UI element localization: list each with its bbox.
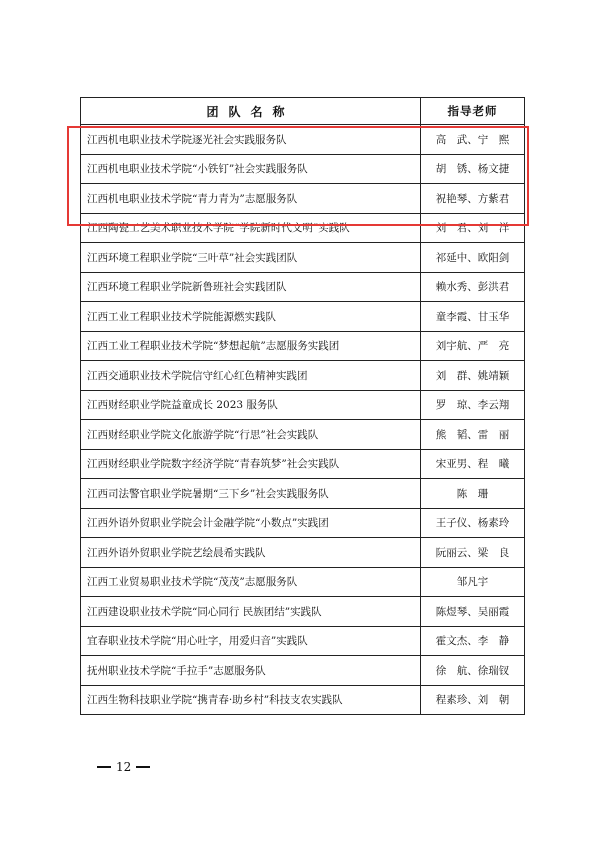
advisor-cell: 宋亚男、程 曦 [421, 449, 525, 479]
team-name-cell: 江西生物科技职业学院“携青春·助乡村”科技支农实践队 [81, 685, 421, 715]
team-name-cell: 江西工业贸易职业技术学院“茂茂”志愿服务队 [81, 567, 421, 597]
advisor-cell: 刘 群、姚靖颖 [421, 361, 525, 391]
advisor-cell: 刘 君、刘 洋 [421, 213, 525, 243]
dash-right [136, 766, 150, 768]
table-row [81, 449, 525, 479]
advisor-cell: 罗 琼、李云翔 [421, 390, 525, 420]
team-name-cell: 江西外语外贸职业学院会计金融学院“小数点”实践团 [81, 508, 421, 538]
table-header-row [81, 98, 525, 125]
table-row [81, 479, 525, 509]
table-row [81, 302, 525, 332]
team-name-cell: 抚州职业技术学院“手拉手”志愿服务队 [81, 656, 421, 686]
advisor-cell: 熊 韬、雷 丽 [421, 420, 525, 450]
page-number: 12 [116, 760, 132, 774]
advisor-cell: 邹凡宇 [421, 567, 525, 597]
table-row [81, 331, 525, 361]
team-name-cell: 江西环境工程职业学院新鲁班社会实践团队 [81, 272, 421, 302]
team-name-cell: 江西机电职业技术学院“青力青为”志愿服务队 [81, 184, 421, 214]
team-name-cell: 江西陶瓷工艺美术职业技术学院“学院新时代文明”实践队 [81, 213, 421, 243]
advisor-cell: 赖水秀、彭洪君 [421, 272, 525, 302]
table-row [81, 154, 525, 184]
team-name-cell: 江西交通职业技术学院信守红心红色精神实践团 [81, 361, 421, 391]
team-name-cell: 江西机电职业技术学院“小铁钉”社会实践服务队 [81, 154, 421, 184]
table-row [81, 597, 525, 627]
advisor-cell: 胡 锈、杨文捷 [421, 154, 525, 184]
team-name-cell: 江西外语外贸职业学院艺绘晨希实践队 [81, 538, 421, 568]
table-row [81, 567, 525, 597]
advisor-cell: 阮丽云、梁 良 [421, 538, 525, 568]
team-name-cell: 江西工业工程职业技术学院“梦想起航”志愿服务实践团 [81, 331, 421, 361]
table-row [81, 626, 525, 656]
advisor-cell: 陈 珊 [421, 479, 525, 509]
team-name-cell: 江西财经职业学院益童成长 2023 服务队 [81, 390, 421, 420]
team-name-cell: 江西环境工程职业学院“三叶草”社会实践团队 [81, 243, 421, 273]
advisor-cell: 祁延中、欧阳剑 [421, 243, 525, 273]
advisor-cell: 童李霞、甘玉华 [421, 302, 525, 332]
table-row [81, 685, 525, 715]
header-team-name: 团队名称 [81, 98, 421, 125]
advisor-cell: 王子仪、杨素玲 [421, 508, 525, 538]
team-name-cell: 江西司法警官职业学院暑期“三下乡”社会实践服务队 [81, 479, 421, 509]
table-row [81, 125, 525, 155]
page-footer [92, 760, 155, 774]
table-row [81, 420, 525, 450]
table-row [81, 243, 525, 273]
table-row [81, 390, 525, 420]
table-row [81, 184, 525, 214]
team-name-cell: 江西财经职业学院文化旅游学院“行思”社会实践队 [81, 420, 421, 450]
advisor-cell: 高 武、宁 熙 [421, 125, 525, 155]
advisor-cell: 徐 航、徐瑞钗 [421, 656, 525, 686]
table-row [81, 656, 525, 686]
advisor-cell: 刘宇航、严 亮 [421, 331, 525, 361]
table-row [81, 538, 525, 568]
header-advisor: 指导老师 [421, 98, 525, 125]
table-row [81, 272, 525, 302]
advisor-cell: 霍文杰、李 静 [421, 626, 525, 656]
advisor-cell: 陈煜琴、吴丽霞 [421, 597, 525, 627]
team-table [80, 97, 525, 715]
team-name-cell: 宜春职业技术学院“用心吐字，用爱归音”实践队 [81, 626, 421, 656]
table-row [81, 508, 525, 538]
advisor-cell: 祝艳琴、方紫君 [421, 184, 525, 214]
table-row [81, 361, 525, 391]
table-row [81, 213, 525, 243]
team-name-cell: 江西财经职业学院数字经济学院“青春筑梦”社会实践队 [81, 449, 421, 479]
dash-left [97, 766, 111, 768]
team-name-cell: 江西机电职业技术学院逐光社会实践服务队 [81, 125, 421, 155]
team-name-cell: 江西工业工程职业技术学院能源燃实践队 [81, 302, 421, 332]
team-name-cell: 江西建设职业技术学院“同心同行 民族团结”实践队 [81, 597, 421, 627]
advisor-cell: 程素珍、刘 朝 [421, 685, 525, 715]
